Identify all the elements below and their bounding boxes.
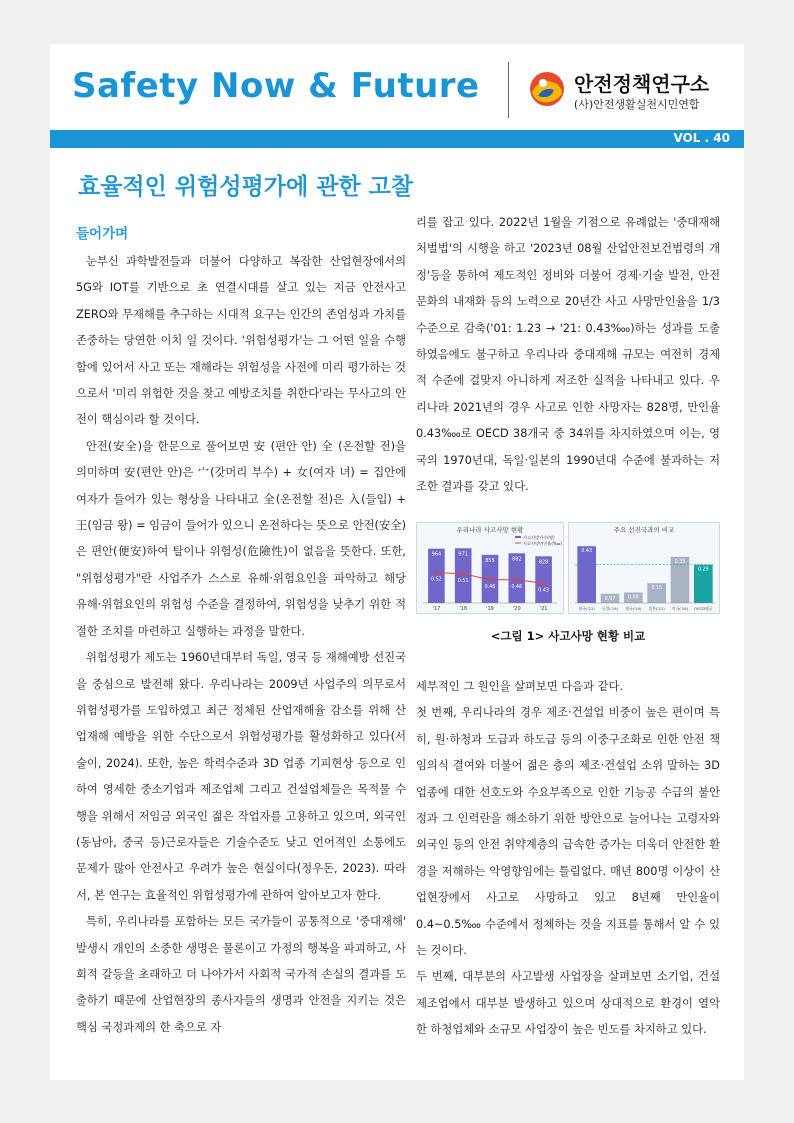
bar-value-label: 0.29 [697,567,709,573]
bar [577,546,596,603]
brand-title: Safety Now & Future [72,66,480,106]
header-divider [508,62,509,118]
bar-value-label: 0.43 [581,549,593,555]
x-tick-label: 한국('21) [578,606,595,611]
header-bar [50,130,744,148]
paragraph: 안전(安全)을 한문으로 풀어보면 安 (편안 안) 全 (온전할 전)을 의미하며 安(편안 안)은 宀(갓머리 부수) + 女(여자 녀) = 집안에 여자가 들어가 있는 형상을 나타내고 全(온전할 전)은 入(들입) + 王(임금 왕) = 임금이 들어가 있으니 온전하다는 뜻으로 안전(安全)은 편안(便安)하여 탈이나 위험성(危險性)이 없음을 뜻한다. 또한, "위험성평가"란 사업주가 스스로 유해·위험요인을 파악하고 해당 유해·위험요인의 위험성 수준을 결정하여, 위험성을 낮추기 위한 적절한 조치를 마련하고 실행하는 과정을 말한다. [76,439,406,638]
paragraph: 리를 잡고 있다. 2022년 1월을 기점으로 유례없는 '중대재해처벌법'의 시행을 하고 '2023년 08월 산업안전보건법령의 개정'등을 통하여 제도적인 정비와 더불어 경제·기술 발전, 안전문화의 내재화 등의 노력으로 20년간 사고 사망만인율을 1/3 수준으로 감축('01: 1.23 → '21: 0.43‱)하는 성과를 도출하였음에도 불구하고 우리나라 중대재해 규모는 여전히 경제적 수준에 걸맞지 아니하게 저조한 실적을 나타내고 있다. 우리나라 2021년의 경우 사고로 인한 사망자는 828명, 만인율 0.43‱로 OECD 38개국 중 34위를 차지하였으며 이는, 영국의 1970년대, 독일·일본의 1990년대 수준에 불과하는 저조한 결과를 갖고 있다. [416,216,720,494]
chart-country-compare [568,522,720,614]
bar-value-label: 828 [538,559,549,566]
chart-korea-fatalities [416,522,564,614]
rate-value-label: 0.43 [538,588,549,594]
rate-point [515,578,518,581]
chart-compare-svg [569,523,719,613]
legend-label: 사고사망자수(명) [523,535,555,540]
paragraph: 눈부신 과학발전들과 더불어 다양하고 복잡한 산업현장에서의 5G와 IOT를 기반으로 초 연결시대를 살고 있는 지금 안전사고 ZERO와 무재해를 추구하는 시대적 요구는 인간의 존엄성과 가치를 존중하는 당연한 이치 일 것이다. '위험성평가'는 그 어떤 일을 수행함에 있어서 사고 또는 재해라는 위험성을 사전에 미리 평가하는 것으로서 '미리 위험한 것을 찾고 예방조치를 취한다'라는 무사고의 안전이 핵심이라 할 것이다. [76,255,406,427]
bar-value-label: 855 [485,557,495,564]
chart-korea-svg [417,523,563,613]
rate-value-label: 0.51 [457,578,469,584]
right-column-top [416,210,720,500]
bar-value-label: 964 [431,551,442,558]
chart-title: 우리나라 사고사망 현황 [456,526,524,534]
org-logo-icon [528,70,566,108]
x-tick-label: OECD평균 [694,606,713,611]
bar-value-label: 0.08 [627,595,639,601]
bar-value-label: 0.07 [604,596,616,602]
volume-label: VOL . 40 [673,131,730,145]
bar-value-label: 0.15 [651,586,663,592]
bar-value-label: 971 [458,551,468,558]
x-tick-label: 독일('19) [601,606,619,611]
x-tick-label: '18 [459,606,468,612]
paragraph: 위험성평가 제도는 1960년대부터 독일, 영국 등 재해예방 선진국을 중심으로 발전해 왔다. 우리나라는 2009년 사업주의 의무로서 위험성평가를 도입하였고 최근 정체된 산업재해율 감소를 위해 산업재해 예방을 위한 수단으로서 위험성평가를 활성화하고 있다(서술이, 2024). 또한, 높은 학력수준과 3D 업종 기피현상 등으로 인하여 영세한 중소기업과 제조업체 그리고 건설업체들은 목적물 수행을 위해서 저임금 외국인 젊은 작업자를 고용하고 있으며, 외국인(동남아, 중국 등)근로자들은 기술수준도 낮고 언어적인 소통에도 문제가 많아 안전사고 우려가 높은 현실이다(정우돈, 2023). 따라서, 본 연구는 효율적인 위험성평가에 관하여 알아보고자 한다. [76,651,406,902]
right-column-bottom [416,674,720,1044]
org-name: 안전정책연구소 [574,72,710,96]
x-tick-label: 미국('19) [671,606,689,611]
left-column [76,219,406,1041]
rate-point [435,571,438,574]
rate-point [542,582,545,585]
rate-point [462,572,465,575]
rate-point [488,578,491,581]
paragraph: 두 번째, 대부분의 사고발생 사업장을 살펴보면 소기업, 건설제조업에서 대부분 발생하고 있으며 상대적으로 환경이 열악한 하청업체와 소규모 사업장이 높은 빈도를 차지하고 있다. [416,970,720,1037]
x-tick-label: '20 [512,606,521,612]
x-tick-label: '21 [539,606,548,612]
figure-1 [416,522,720,622]
rate-value-label: 0.52 [431,577,442,583]
rate-value-label: 0.46 [484,584,496,590]
figure-caption: <그림 1> 사고사망 현황 비교 [490,629,646,643]
x-tick-label: 영국('19) [625,606,642,611]
legend-label: 사고사망만인율(‱) [523,541,562,546]
chart-title: 주요 선진국과의 비교 [613,526,675,534]
org-subtitle: (사)안전생활실천시민연합 [574,98,700,111]
x-tick-label: '19 [486,606,494,612]
paragraph: 특히, 우리나라를 포함하는 모든 국가들이 공통적으로 '중대재해' 발생시 개인의 소중한 생명은 물론이고 가정의 행복을 파괴하고, 사회적 갈등을 초래하고 더 나아가서 사회적 국가적 손실의 결과를 도출하기 때문에 산업현장의 종사자들의 생명과 안전을 지키는 것은 핵심 국정과제의 한 축으로 자 [76,915,406,1034]
bar-value-label: 882 [512,556,522,563]
x-tick-label: 일본('21) [648,606,665,611]
rate-value-label: 0.46 [511,584,523,590]
paragraph: 세부적인 그 원인을 살펴보면 다음과 같다. [416,680,624,693]
x-tick-label: '17 [432,606,441,612]
paragraph: 첫 번째, 우리나라의 경우 제조·건설업 비중이 높은 편이며 특히, 원·하청과 도급과 하도급 등의 이중구조화로 인한 안전 책임의식 결여와 더불어 젊은 층의 제조·건설업 소위 말하는 3D 업종에 대한 선호도와 수요부족으로 인한 기능공 수급의 불안정과 그 인력란을 해소하기 위한 방안으로 늘어나는 고령자와 외국인 등의 안전 취약계층의 급속한 증가는 더욱더 안전한 환경을 저해하는 악영향임에는 틀림없다. 매년 800명 이상이 산업현장에서 사고로 사망하고 있고 8년째 만인율이 0.4~0.5‱ 수준에서 정체하는 것을 지표를 통해서 알 수 있는 것이다. [416,706,720,958]
page [50,44,744,1080]
bar-value-label: 0.35 [674,559,686,565]
document-title: 효율적인 위험성평가에 관한 고찰 [78,174,414,200]
section-heading: 들어가며 [76,226,129,242]
